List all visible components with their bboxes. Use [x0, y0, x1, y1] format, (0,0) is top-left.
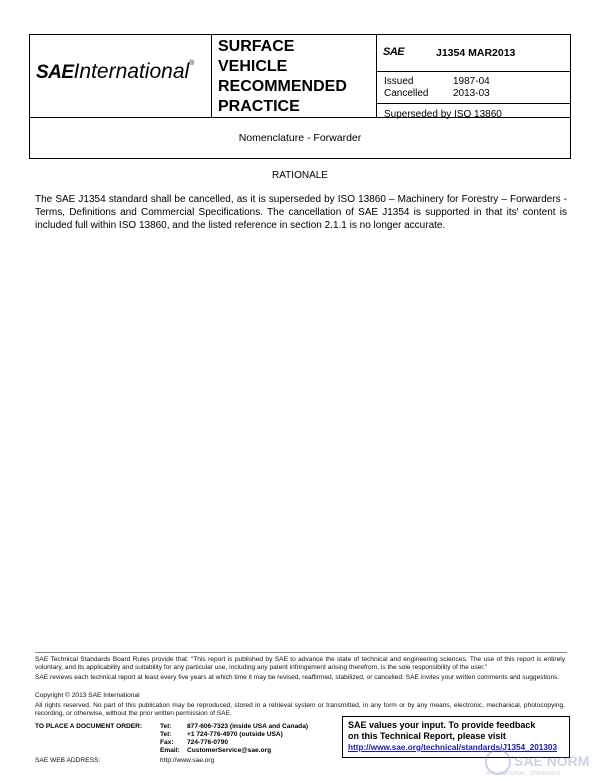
- footer-rule: [35, 652, 567, 653]
- feedback-link[interactable]: http://www.sae.org/technical/standards/J1354_201303: [348, 743, 558, 752]
- superseded-note: Superseded by ISO 13860: [384, 109, 502, 120]
- header-divider-right: [376, 34, 377, 118]
- document-type: [218, 37, 373, 117]
- rationale-text: The SAE J1354 standard shall be cancelled, as it is superseded by ISO 13860 – Machinery for Forestry – Forwarders - Terms, Definitions and Commercial Specifications. The cancellation of SAE J1354 is supported in that its' content is included full within ISO 13860, and the listed reference in section 2.1.1 is no longer accurate.: [35, 194, 567, 232]
- order-label: TO PLACE A DOCUMENT ORDER:: [35, 723, 143, 730]
- rationale-heading: RATIONALE: [272, 170, 328, 181]
- web-address-label: SAE WEB ADDRESS:: [35, 757, 101, 764]
- header-divider-left: [211, 34, 212, 118]
- contact-label: Tel:: [160, 731, 172, 738]
- sae-small-logo: SAE: [383, 46, 405, 58]
- feedback-line: SAE values your input. To provide feedback: [348, 720, 536, 730]
- contact-value: +1 724-776-4970 (outside USA): [187, 731, 283, 738]
- watermark-logo: [480, 742, 600, 776]
- contact-label: Email:: [160, 747, 180, 754]
- footer-review-note: SAE reviews each technical report at least every five years at which time it may be revised, reaffirmed, stabilized, or cancelled. SAE invites your written comments and suggestions.: [35, 674, 560, 681]
- header-divider-superseded: [377, 103, 571, 104]
- doc-type-line: VEHICLE: [218, 58, 288, 75]
- document-id: J1354 MAR2013: [436, 47, 516, 59]
- logo-word: International: [73, 60, 190, 83]
- contact-label: Fax:: [160, 739, 174, 746]
- feedback-line: on this Technical Report, please visit: [348, 731, 506, 741]
- doc-type-line: RECOMMENDED: [218, 78, 347, 95]
- cancelled-date: 2013-03: [453, 88, 490, 99]
- cancelled-label: Cancelled: [384, 88, 429, 99]
- watermark-text: SAE NORM: [514, 753, 590, 769]
- footer-copyright: Copyright © 2013 SAE International: [35, 692, 140, 699]
- contact-email[interactable]: CustomerService@sae.org: [187, 747, 272, 754]
- watermark-subtext: INTERNATIONAL · STANDARDS: [486, 771, 561, 776]
- doc-type-line: SURFACE: [218, 38, 295, 55]
- contact-value: 877-606-7323 (inside USA and Canada): [187, 723, 309, 730]
- contact-value: 724-776-0790: [187, 739, 229, 746]
- issued-date: 1987-04: [453, 76, 490, 87]
- contact-label: Tel:: [160, 723, 172, 730]
- header-divider-meta: [377, 71, 571, 72]
- doc-type-line: PRACTICE: [218, 98, 300, 115]
- footer-rules-note: SAE Technical Standards Board Rules provide that: “This report is published by SAE to advance the state of technical and engineering sciences. The use of this report is entirely voluntary, and its applicability and suitability for any particular use, including any patent infringement arising therefrom, is the sole responsibility of the user.”: [35, 656, 565, 672]
- sae-international-logo: [36, 60, 208, 90]
- watermark-graphic: [480, 742, 600, 776]
- web-address-link[interactable]: http://www.sae.org: [160, 757, 215, 764]
- logo-registered: ®: [189, 60, 195, 67]
- logo-mark: SAE: [36, 62, 74, 83]
- document-title: Nomenclature - Forwarder: [238, 132, 362, 144]
- issued-label: Issued: [384, 76, 414, 87]
- footer-rights-note: All rights reserved. No part of this publication may be reproduced, stored in a retrieval system or transmitted, in any form or by any means, electronic, mechanical, photocopying, recording, or otherwise, without the prior written permission of SAE.: [35, 702, 565, 718]
